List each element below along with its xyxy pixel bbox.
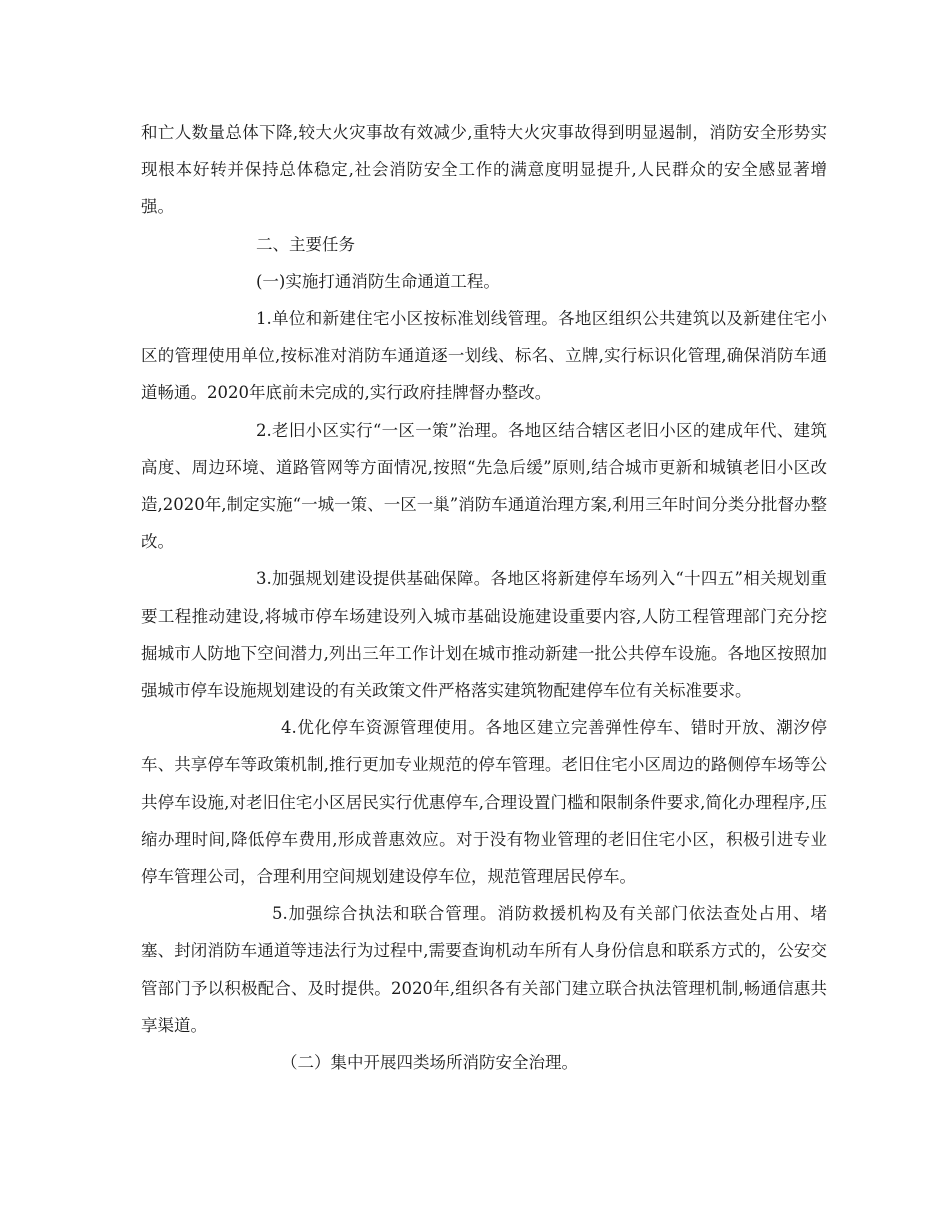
section-heading: 二、主要任务: [256, 234, 355, 254]
subsection-heading-2: （二）集中开展四类场所消防安全治理。: [281, 1053, 578, 1073]
paragraph-continuation: 和亡人数量总体下降,较大火灾事故有效减少,重特大火灾事故得到明显遏制，消防安全形势实现根本好转并保持总体稳定,社会消防安全工作的满意度明显提升,人民群众的安全感显著增强。: [141, 123, 827, 217]
paragraph-item-3: 3.加强规划建设提供基础保障。各地区将新建停车场列入“十四五”相关规划重要工程推动建设,将城市停车场建设列入城市基础设施建设重要内容,人防工程管理部门充分挖掘城市人防地下空间潜力,列出三年工作计划在城市推动新建一批公共停车设施。各地区按照加强城市停车设施规划建设的有关政策文件严格落实建筑物配建停车位有关标准要求。: [141, 569, 827, 701]
paragraph-item-4: 4.优化停车资源管理使用。各地区建立完善弹性停车、错时开放、潮汐停车、共享停车等政策机制,推行更加专业规范的停车管理。老旧住宅小区周边的路侧停车场等公共停车设施,对老旧住宅小区居民实行优惠停车,合理设置门槛和限制条件要求,简化办理程序,压缩办理时间,降低停车费用,形成普惠效应。对于没有物业管理的老旧住宅小区，积极引进专业停车管理公司，合理利用空间规划建设停车位，规范管理居民停车。: [141, 718, 827, 887]
paragraph-item-5: 5.加强综合执法和联合管理。消防救援机构及有关部门依法查处占用、堵塞、封闭消防车通道等违法行为过程中,需要查询机动车所有人身份信息和联系方式的，公安交管部门予以积极配合、及时提供。2020年,组织各有关部门建立联合执法管理机制,畅通信惠共享渠道。: [141, 904, 827, 1035]
paragraph-item-2: 2.老旧小区实行“一区一策”治理。各地区结合辖区老旧小区的建成年代、建筑高度、周边环境、道路管网等方面情况,按照“先急后缓”原则,结合城市更新和城镇老旧小区改造,2020年,制定实施“一城一策、一区一巢”消防车通道治理方案,利用三年时间分类分批督办整改。: [141, 420, 827, 552]
document-body: [141, 114, 827, 1081]
subsection-heading: (一)实施打通消防生命通道工程。: [256, 271, 500, 291]
paragraph-item-1: 1.单位和新建住宅小区按标准划线管理。各地区组织公共建筑以及新建住宅小区的管理使用单位,按标准对消防车通道逐一划线、标名、立牌,实行标识化管理,确保消防车通道畅通。2020年底前未完成的,实行政府挂牌督办整改。: [141, 309, 827, 403]
